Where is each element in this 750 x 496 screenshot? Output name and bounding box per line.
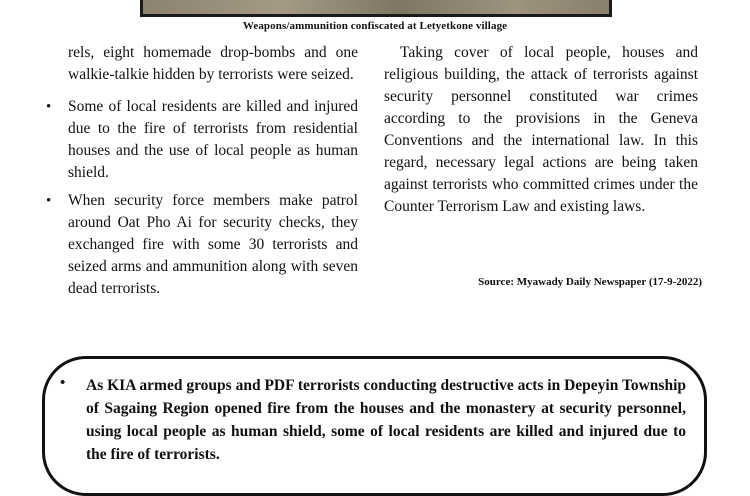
bullet-icon: •	[46, 193, 52, 209]
left-column	[46, 42, 358, 306]
photo-caption: Weapons/ammunition confiscated at Letyetkone village	[242, 20, 508, 32]
bullet-item	[46, 190, 358, 300]
right-column	[384, 42, 698, 218]
bullet-text: Some of local residents are killed and injured due to the fire of terrorists from residential houses and the use of local people as human shield.	[68, 98, 358, 181]
source-citation: Source: Myawady Daily Newspaper (17-9-2022)	[478, 276, 702, 288]
bullet-list	[46, 96, 358, 300]
continued-paragraph: rels, eight homemade drop-bombs and one walkie-talkie hidden by terrorists were seized.	[68, 44, 358, 83]
confiscated-weapons-photo	[140, 0, 612, 17]
bullet-text: When security force members make patrol around Oat Pho Ai for security checks, they exchanged fire with some 30 terrorists and seized arms and ammunition along with seven dead terrorists.	[68, 192, 358, 297]
war-crimes-paragraph: Taking cover of local people, houses and religious building, the attack of terrorists against security personnel constituted war crimes according to the provisions in the Geneva Conventions and the international law. In this regard, necessary legal actions are being taken against terrorists who committed crimes under the Counter Terrorism Law and existing laws.	[384, 44, 698, 215]
bullet-icon: •	[46, 99, 52, 115]
highlight-box-text: As KIA armed groups and PDF terrorists conducting destructive acts in Depeyin Township of Sagaing Region opened fire from the houses and the monastery at security personnel, using local people as human shield, some of local residents are killed and injured due to the fire of terrorists.	[86, 377, 686, 463]
bullet-item	[46, 96, 358, 184]
bullet-icon: •	[60, 375, 66, 391]
